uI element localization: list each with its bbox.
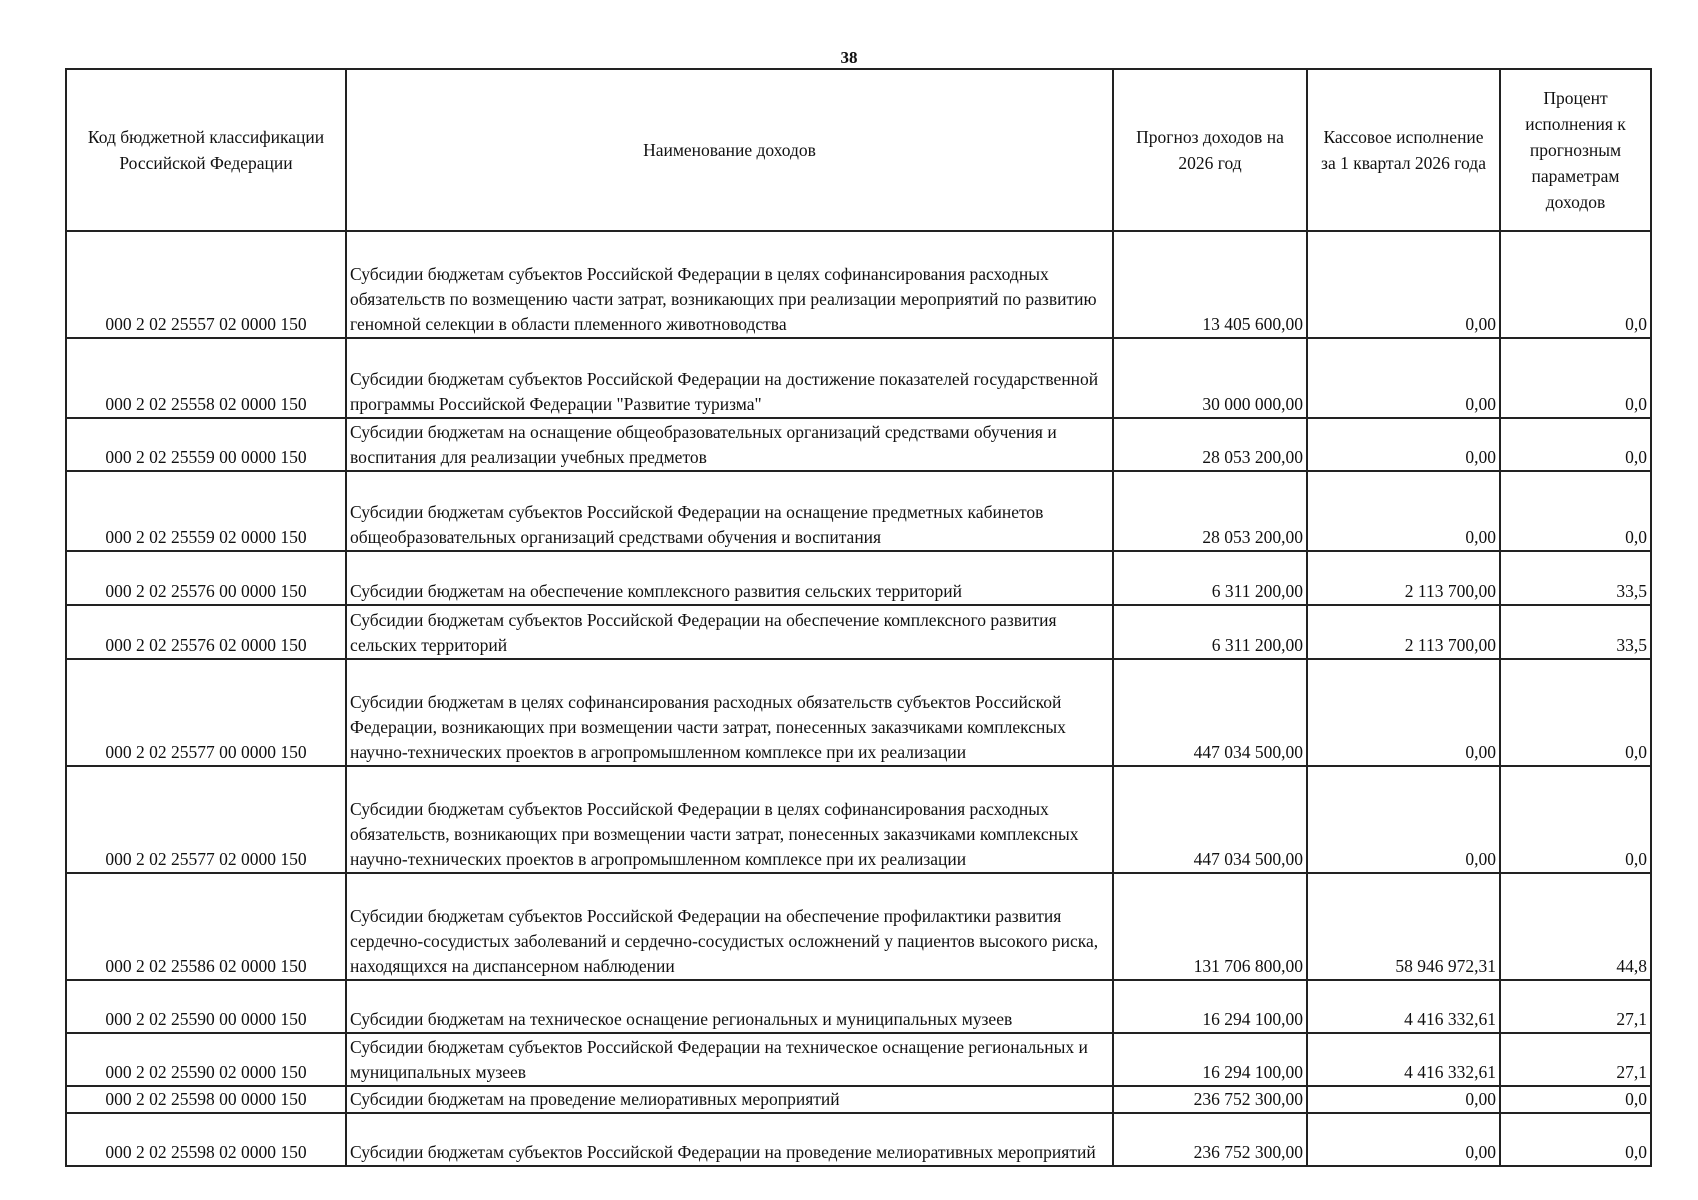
percent-cell: 0,0 [1500,418,1651,471]
code-cell: 000 2 02 25577 00 0000 150 [66,659,346,766]
forecast-cell: 6 311 200,00 [1113,605,1307,659]
header-code: Код бюджетной классификации Российской Федерации [66,69,346,231]
execution-cell: 4 416 332,61 [1307,1033,1500,1086]
header-execution: Кассовое исполнение за 1 квартал 2026 года [1307,69,1500,231]
code-cell: 000 2 02 25590 02 0000 150 [66,1033,346,1086]
forecast-cell: 16 294 100,00 [1113,980,1307,1033]
table-row [66,1086,1651,1113]
forecast-cell: 236 752 300,00 [1113,1113,1307,1166]
forecast-cell: 447 034 500,00 [1113,766,1307,873]
header-row [66,69,1651,231]
execution-cell: 58 946 972,31 [1307,873,1500,980]
table-row [66,418,1651,471]
name-cell: Субсидии бюджетам на оснащение общеобразовательных организаций средствами обучения и воспитания для реализации учебных предметов [346,418,1113,471]
name-cell: Субсидии бюджетам на техническое оснащение региональных и муниципальных музеев [346,980,1113,1033]
table-row [66,659,1651,766]
execution-cell: 0,00 [1307,1113,1500,1166]
table-row [66,338,1651,418]
table-row [66,605,1651,659]
percent-cell: 0,0 [1500,471,1651,551]
table-row [66,231,1651,338]
table-row [66,873,1651,980]
code-cell: 000 2 02 25558 02 0000 150 [66,338,346,418]
forecast-cell: 6 311 200,00 [1113,551,1307,605]
page-number: 38 [840,48,858,67]
percent-cell: 0,0 [1500,231,1651,338]
table-row [66,980,1651,1033]
forecast-cell: 28 053 200,00 [1113,418,1307,471]
code-cell: 000 2 02 25577 02 0000 150 [66,766,346,873]
name-cell: Субсидии бюджетам субъектов Российской Федерации на достижение показателей государственной программы Российской Федерации "Развитие туризма" [346,338,1113,418]
name-cell: Субсидии бюджетам субъектов Российской Федерации на обеспечение профилактики развития сердечно-сосудистых заболеваний и сердечно-сосудистых осложнений у пациентов высокого риска, находящихся на диспансерном наблюдении [346,873,1113,980]
code-cell: 000 2 02 25559 02 0000 150 [66,471,346,551]
execution-cell: 0,00 [1307,471,1500,551]
table-row [66,1033,1651,1086]
code-cell: 000 2 02 25598 00 0000 150 [66,1086,346,1113]
name-cell: Субсидии бюджетам субъектов Российской Федерации на оснащение предметных кабинетов общеобразовательных организаций средствами обучения и воспитания [346,471,1113,551]
table-row [66,551,1651,605]
percent-cell: 0,0 [1500,766,1651,873]
execution-cell: 2 113 700,00 [1307,551,1500,605]
forecast-cell: 28 053 200,00 [1113,471,1307,551]
code-cell: 000 2 02 25586 02 0000 150 [66,873,346,980]
table-row [66,471,1651,551]
name-cell: Субсидии бюджетам субъектов Российской Федерации в целях софинансирования расходных обязательств, возникающих при возмещении части затрат, понесенных заказчиками комплексных научно-технических проектов в агропромышленном комплексе при их реализации [346,766,1113,873]
name-cell: Субсидии бюджетам субъектов Российской Федерации на проведение мелиоративных мероприятий [346,1113,1113,1166]
forecast-cell: 131 706 800,00 [1113,873,1307,980]
table-row [66,1113,1651,1166]
code-cell: 000 2 02 25576 02 0000 150 [66,605,346,659]
forecast-cell: 30 000 000,00 [1113,338,1307,418]
percent-cell: 27,1 [1500,1033,1651,1086]
code-cell: 000 2 02 25598 02 0000 150 [66,1113,346,1166]
forecast-cell: 13 405 600,00 [1113,231,1307,338]
table-body [66,231,1651,1166]
execution-cell: 0,00 [1307,1086,1500,1113]
header-percent: Процент исполнения к прогнозным параметрам доходов [1500,69,1651,231]
percent-cell: 0,0 [1500,1113,1651,1166]
percent-cell: 0,0 [1500,1086,1651,1113]
execution-cell: 2 113 700,00 [1307,605,1500,659]
code-cell: 000 2 02 25576 00 0000 150 [66,551,346,605]
code-cell: 000 2 02 25590 00 0000 150 [66,980,346,1033]
execution-cell: 0,00 [1307,418,1500,471]
header-name: Наименование доходов [346,69,1113,231]
percent-cell: 33,5 [1500,605,1651,659]
percent-cell: 33,5 [1500,551,1651,605]
name-cell: Субсидии бюджетам субъектов Российской Федерации на техническое оснащение региональных и муниципальных музеев [346,1033,1113,1086]
table-row [66,766,1651,873]
execution-cell: 0,00 [1307,659,1500,766]
execution-cell: 4 416 332,61 [1307,980,1500,1033]
execution-cell: 0,00 [1307,766,1500,873]
code-cell: 000 2 02 25557 02 0000 150 [66,231,346,338]
percent-cell: 27,1 [1500,980,1651,1033]
revenue-table [65,68,1652,1167]
name-cell: Субсидии бюджетам на проведение мелиоративных мероприятий [346,1086,1113,1113]
name-cell: Субсидии бюджетам на обеспечение комплексного развития сельских территорий [346,551,1113,605]
percent-cell: 0,0 [1500,338,1651,418]
name-cell: Субсидии бюджетам субъектов Российской Федерации на обеспечение комплексного развития сельских территорий [346,605,1113,659]
execution-cell: 0,00 [1307,231,1500,338]
name-cell: Субсидии бюджетам в целях софинансирования расходных обязательств субъектов Российской Федерации, возникающих при возмещении части затрат, понесенных заказчиками комплексных научно-технических проектов в агропромышленном комплексе при их реализации [346,659,1113,766]
table-header [66,69,1651,231]
forecast-cell: 16 294 100,00 [1113,1033,1307,1086]
name-cell: Субсидии бюджетам субъектов Российской Федерации в целях софинансирования расходных обязательств по возмещению части затрат, возникающих при реализации мероприятий по развитию геномной селекции в области племенного животноводства [346,231,1113,338]
forecast-cell: 236 752 300,00 [1113,1086,1307,1113]
code-cell: 000 2 02 25559 00 0000 150 [66,418,346,471]
header-forecast: Прогноз доходов на 2026 год [1113,69,1307,231]
execution-cell: 0,00 [1307,338,1500,418]
percent-cell: 0,0 [1500,659,1651,766]
percent-cell: 44,8 [1500,873,1651,980]
forecast-cell: 447 034 500,00 [1113,659,1307,766]
